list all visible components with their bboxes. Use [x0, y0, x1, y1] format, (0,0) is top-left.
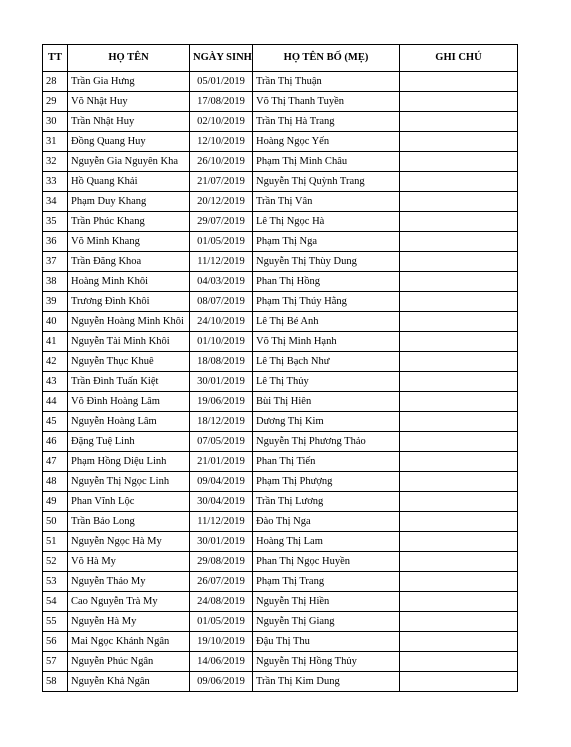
cell-birth-date: 09/06/2019	[190, 672, 253, 692]
cell-parent-name: Lê Thị Bé Anh	[253, 312, 400, 332]
cell-parent-name: Nguyễn Thị Hồng Thủy	[253, 652, 400, 672]
table-row	[43, 412, 518, 432]
cell-birth-date: 11/12/2019	[190, 512, 253, 532]
table-row	[43, 332, 518, 352]
cell-full-name: Phan Vĩnh Lộc	[68, 492, 190, 512]
cell-full-name: Mai Ngọc Khánh Ngân	[68, 632, 190, 652]
cell-parent-name: Phạm Thị Nga	[253, 232, 400, 252]
cell-full-name: Đồng Quang Huy	[68, 132, 190, 152]
table-row	[43, 652, 518, 672]
table-row	[43, 632, 518, 652]
table-header-row	[43, 45, 518, 72]
cell-full-name: Đặng Tuệ Linh	[68, 432, 190, 452]
cell-notes	[400, 112, 518, 132]
cell-parent-name: Phạm Thị Thúy Hằng	[253, 292, 400, 312]
cell-notes	[400, 312, 518, 332]
cell-parent-name: Phạm Thị Trang	[253, 572, 400, 592]
cell-notes	[400, 172, 518, 192]
cell-tt: 56	[43, 632, 68, 652]
cell-tt: 50	[43, 512, 68, 532]
cell-tt: 33	[43, 172, 68, 192]
cell-birth-date: 01/05/2019	[190, 232, 253, 252]
table-row	[43, 572, 518, 592]
cell-birth-date: 26/10/2019	[190, 152, 253, 172]
cell-birth-date: 30/01/2019	[190, 532, 253, 552]
header-full-name: HỌ TÊN	[68, 45, 190, 72]
cell-tt: 39	[43, 292, 68, 312]
cell-birth-date: 19/06/2019	[190, 392, 253, 412]
cell-notes	[400, 132, 518, 152]
cell-tt: 41	[43, 332, 68, 352]
table-row	[43, 112, 518, 132]
cell-birth-date: 07/05/2019	[190, 432, 253, 452]
cell-parent-name: Trần Thị Kim Dung	[253, 672, 400, 692]
table-row	[43, 372, 518, 392]
header-birth-date: NGÀY SINH	[190, 45, 253, 72]
table-row	[43, 492, 518, 512]
cell-parent-name: Lê Thị Ngọc Hà	[253, 212, 400, 232]
cell-full-name: Võ Hà My	[68, 552, 190, 572]
cell-notes	[400, 592, 518, 612]
cell-parent-name: Nguyễn Thị Hiền	[253, 592, 400, 612]
cell-notes	[400, 352, 518, 372]
cell-birth-date: 24/08/2019	[190, 592, 253, 612]
table-row	[43, 672, 518, 692]
cell-notes	[400, 632, 518, 652]
table-row	[43, 132, 518, 152]
cell-full-name: Nguyễn Tài Minh Khôi	[68, 332, 190, 352]
cell-notes	[400, 472, 518, 492]
table-row	[43, 592, 518, 612]
cell-notes	[400, 372, 518, 392]
cell-parent-name: Phan Thị Tiến	[253, 452, 400, 472]
cell-full-name: Hồ Quang Khải	[68, 172, 190, 192]
table-row	[43, 532, 518, 552]
cell-parent-name: Lê Thị Thủy	[253, 372, 400, 392]
cell-tt: 40	[43, 312, 68, 332]
cell-notes	[400, 232, 518, 252]
cell-tt: 32	[43, 152, 68, 172]
cell-birth-date: 21/01/2019	[190, 452, 253, 472]
cell-notes	[400, 72, 518, 92]
table-row	[43, 392, 518, 412]
cell-tt: 52	[43, 552, 68, 572]
cell-parent-name: Hoàng Thị Lam	[253, 532, 400, 552]
cell-parent-name: Trần Thị Lương	[253, 492, 400, 512]
cell-full-name: Nguyễn Hoàng Lâm	[68, 412, 190, 432]
table-row	[43, 272, 518, 292]
cell-notes	[400, 412, 518, 432]
cell-birth-date: 19/10/2019	[190, 632, 253, 652]
table-row	[43, 472, 518, 492]
cell-notes	[400, 152, 518, 172]
cell-tt: 42	[43, 352, 68, 372]
cell-notes	[400, 252, 518, 272]
cell-parent-name: Phan Thị Ngọc Huyền	[253, 552, 400, 572]
cell-tt: 54	[43, 592, 68, 612]
cell-notes	[400, 652, 518, 672]
cell-full-name: Nguyễn Khả Ngân	[68, 672, 190, 692]
cell-notes	[400, 672, 518, 692]
cell-full-name: Trần Phúc Khang	[68, 212, 190, 232]
cell-parent-name: Dương Thị Kim	[253, 412, 400, 432]
cell-birth-date: 14/06/2019	[190, 652, 253, 672]
cell-full-name: Nguyễn Thảo My	[68, 572, 190, 592]
cell-notes	[400, 492, 518, 512]
cell-full-name: Nguyễn Ngọc Hà My	[68, 532, 190, 552]
cell-full-name: Hoàng Minh Khôi	[68, 272, 190, 292]
cell-full-name: Trần Nhật Huy	[68, 112, 190, 132]
table-row	[43, 292, 518, 312]
cell-tt: 35	[43, 212, 68, 232]
table-body	[43, 72, 518, 692]
cell-birth-date: 20/12/2019	[190, 192, 253, 212]
roster-sheet	[42, 44, 518, 692]
cell-parent-name: Bùi Thị Hiên	[253, 392, 400, 412]
cell-full-name: Trần Đình Tuấn Kiệt	[68, 372, 190, 392]
table-row	[43, 152, 518, 172]
cell-parent-name: Trần Thị Thuận	[253, 72, 400, 92]
table-row	[43, 232, 518, 252]
table-row	[43, 612, 518, 632]
cell-parent-name: Nguyễn Thị Giang	[253, 612, 400, 632]
table-row	[43, 452, 518, 472]
cell-birth-date: 30/04/2019	[190, 492, 253, 512]
cell-birth-date: 04/03/2019	[190, 272, 253, 292]
cell-parent-name: Phạm Thị Phượng	[253, 472, 400, 492]
cell-birth-date: 21/07/2019	[190, 172, 253, 192]
cell-tt: 44	[43, 392, 68, 412]
cell-full-name: Nguyễn Gia Nguyên Kha	[68, 152, 190, 172]
cell-full-name: Nguyễn Thục Khuê	[68, 352, 190, 372]
cell-notes	[400, 452, 518, 472]
cell-notes	[400, 612, 518, 632]
cell-parent-name: Võ Thị Thanh Tuyền	[253, 92, 400, 112]
cell-full-name: Nguyễn Thị Ngọc Linh	[68, 472, 190, 492]
cell-tt: 29	[43, 92, 68, 112]
cell-birth-date: 08/07/2019	[190, 292, 253, 312]
cell-birth-date: 18/12/2019	[190, 412, 253, 432]
table-row	[43, 72, 518, 92]
cell-tt: 34	[43, 192, 68, 212]
cell-notes	[400, 512, 518, 532]
table-row	[43, 432, 518, 452]
cell-tt: 28	[43, 72, 68, 92]
table-row	[43, 212, 518, 232]
cell-tt: 30	[43, 112, 68, 132]
cell-full-name: Nguyễn Hoàng Minh Khôi	[68, 312, 190, 332]
cell-tt: 36	[43, 232, 68, 252]
cell-parent-name: Hoàng Ngọc Yến	[253, 132, 400, 152]
student-roster-table	[42, 44, 518, 692]
table-row	[43, 172, 518, 192]
cell-notes	[400, 552, 518, 572]
cell-tt: 37	[43, 252, 68, 272]
cell-birth-date: 24/10/2019	[190, 312, 253, 332]
cell-full-name: Trần Gia Hưng	[68, 72, 190, 92]
cell-birth-date: 11/12/2019	[190, 252, 253, 272]
cell-notes	[400, 432, 518, 452]
cell-birth-date: 18/08/2019	[190, 352, 253, 372]
cell-full-name: Võ Minh Khang	[68, 232, 190, 252]
header-tt: TT	[43, 45, 68, 72]
cell-parent-name: Phạm Thị Minh Châu	[253, 152, 400, 172]
cell-tt: 55	[43, 612, 68, 632]
cell-parent-name: Trần Thị Hà Trang	[253, 112, 400, 132]
header-parent-name: HỌ TÊN BỐ (MẸ)	[253, 45, 400, 72]
cell-parent-name: Nguyễn Thị Quỳnh Trang	[253, 172, 400, 192]
cell-notes	[400, 192, 518, 212]
cell-birth-date: 29/07/2019	[190, 212, 253, 232]
cell-birth-date: 29/08/2019	[190, 552, 253, 572]
cell-parent-name: Nguyễn Thị Phương Thảo	[253, 432, 400, 452]
cell-tt: 47	[43, 452, 68, 472]
cell-tt: 43	[43, 372, 68, 392]
cell-tt: 38	[43, 272, 68, 292]
header-notes: GHI CHÚ	[400, 45, 518, 72]
cell-birth-date: 01/05/2019	[190, 612, 253, 632]
cell-birth-date: 01/10/2019	[190, 332, 253, 352]
cell-notes	[400, 292, 518, 312]
cell-tt: 46	[43, 432, 68, 452]
cell-full-name: Võ Nhật Huy	[68, 92, 190, 112]
cell-notes	[400, 332, 518, 352]
cell-tt: 57	[43, 652, 68, 672]
table-row	[43, 512, 518, 532]
cell-parent-name: Đào Thị Nga	[253, 512, 400, 532]
cell-full-name: Trần Đăng Khoa	[68, 252, 190, 272]
cell-parent-name: Võ Thị Minh Hạnh	[253, 332, 400, 352]
cell-tt: 58	[43, 672, 68, 692]
cell-notes	[400, 212, 518, 232]
cell-birth-date: 02/10/2019	[190, 112, 253, 132]
cell-notes	[400, 92, 518, 112]
table-row	[43, 352, 518, 372]
cell-tt: 53	[43, 572, 68, 592]
cell-parent-name: Phan Thị Hồng	[253, 272, 400, 292]
cell-tt: 45	[43, 412, 68, 432]
cell-full-name: Nguyễn Phúc Ngân	[68, 652, 190, 672]
table-row	[43, 552, 518, 572]
cell-tt: 49	[43, 492, 68, 512]
cell-notes	[400, 392, 518, 412]
cell-birth-date: 26/07/2019	[190, 572, 253, 592]
table-row	[43, 252, 518, 272]
cell-full-name: Phạm Hồng Diệu Linh	[68, 452, 190, 472]
cell-full-name: Cao Nguyễn Trà My	[68, 592, 190, 612]
cell-full-name: Võ Đình Hoàng Lâm	[68, 392, 190, 412]
cell-notes	[400, 572, 518, 592]
cell-birth-date: 17/08/2019	[190, 92, 253, 112]
cell-birth-date: 09/04/2019	[190, 472, 253, 492]
table-row	[43, 312, 518, 332]
cell-parent-name: Lê Thị Bạch Như	[253, 352, 400, 372]
cell-full-name: Nguyễn Hà My	[68, 612, 190, 632]
cell-full-name: Trần Bảo Long	[68, 512, 190, 532]
cell-parent-name: Trần Thị Vân	[253, 192, 400, 212]
cell-tt: 48	[43, 472, 68, 492]
table-row	[43, 92, 518, 112]
cell-birth-date: 05/01/2019	[190, 72, 253, 92]
cell-birth-date: 12/10/2019	[190, 132, 253, 152]
cell-tt: 51	[43, 532, 68, 552]
cell-notes	[400, 272, 518, 292]
table-row	[43, 192, 518, 212]
cell-parent-name: Đậu Thị Thu	[253, 632, 400, 652]
cell-notes	[400, 532, 518, 552]
cell-tt: 31	[43, 132, 68, 152]
cell-parent-name: Nguyễn Thị Thùy Dung	[253, 252, 400, 272]
cell-full-name: Phạm Duy Khang	[68, 192, 190, 212]
cell-full-name: Trương Đình Khôi	[68, 292, 190, 312]
cell-birth-date: 30/01/2019	[190, 372, 253, 392]
